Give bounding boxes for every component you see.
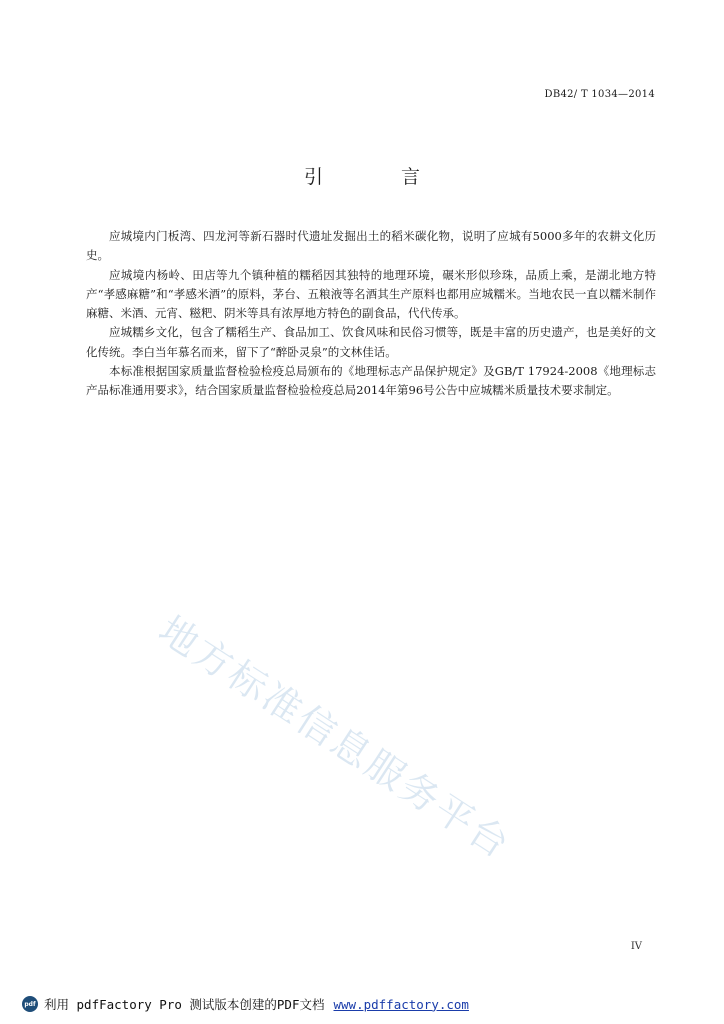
- pdf-icon: pdf: [22, 996, 38, 1012]
- paragraph-origin: 应城境内杨岭、田店等九个镇种植的糯稻因其独特的地理环境，碾米形似珍珠，品质上乘，是湖北地方特产“孝感麻糖”和“孝感米酒”的原料，茅台、五粮液等名酒其生产原料也都用应城糯米。当地农民一直以糯米制作麻糖、米酒、元宵、糍粑、阴米等具有浓厚地方特色的副食品，代代传承。: [86, 267, 656, 321]
- introduction-body: [86, 227, 656, 401]
- paragraph-culture: 应城糯乡文化，包含了糯稻生产、食品加工、饮食风味和民俗习惯等，既是丰富的历史遗产，也是美好的文化传统。李白当年慕名而来，留下了“醉卧灵泉”的文林佳话。: [86, 325, 656, 359]
- footer-text: 利用 pdfFactory Pro 测试版本创建的PDF文档: [44, 997, 325, 1012]
- page-number: IV: [630, 941, 642, 952]
- paragraph-basis: 本标准根据国家质量监督检验检疫总局颁布的《地理标志产品保护规定》及GB/T 17924-2008《地理标志产品标准通用要求》，结合国家质量监督检验检疫总局2014年第96号公告中应城糯米质量技术要求制定。: [86, 364, 656, 398]
- pdffactory-link[interactable]: www.pdffactory.com: [333, 996, 469, 1012]
- standard-code: DB42/ T 1034—2014: [544, 89, 655, 100]
- pdf-footer: [22, 994, 469, 1014]
- page-title: 引 言: [303, 166, 457, 188]
- paragraph-history: 应城境内门板湾、四龙河等新石器时代遗址发掘出土的稻米碳化物，说明了应城有5000多年的农耕文化历史。: [86, 229, 656, 263]
- watermark: 地方标准信息服务平台: [151, 607, 519, 868]
